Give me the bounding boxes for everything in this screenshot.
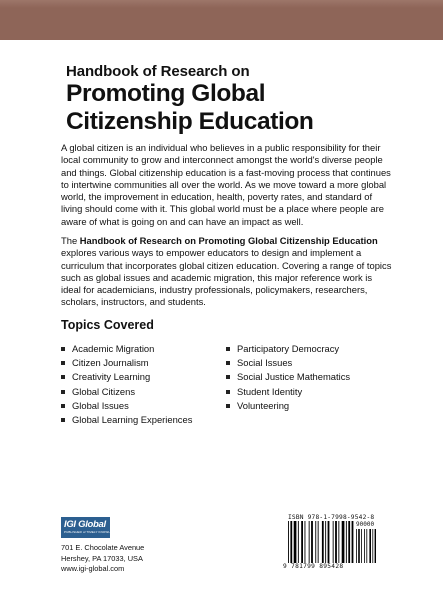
description-lead: The	[61, 235, 80, 246]
barcode-addon-bar	[369, 529, 371, 563]
book-title	[66, 80, 314, 136]
barcode-bar	[338, 521, 339, 563]
barcode-bar	[309, 521, 310, 563]
isbn-label: ISBN 978-1-7998-9542-8	[288, 514, 375, 521]
topic-label: Academic Migration	[72, 343, 155, 354]
description-book-title: Handbook of Research on Promoting Global Citizenship Education	[79, 235, 378, 246]
topics-heading: Topics Covered	[61, 318, 154, 332]
publisher-address	[61, 543, 144, 575]
book-title-line2: Citizenship Education	[66, 108, 314, 135]
bullet-icon	[61, 418, 65, 422]
publisher-logo	[61, 517, 119, 538]
bullet-icon	[226, 390, 230, 394]
topic-item	[61, 356, 192, 370]
price-addon-code: 90000	[356, 521, 375, 528]
publisher-logo-tagline: PUBLISHER of TIMELY KNOWLEDGE	[64, 530, 119, 534]
topic-item	[226, 370, 350, 384]
topic-label: Social Issues	[237, 357, 293, 369]
bullet-icon	[61, 404, 65, 408]
bullet-icon	[226, 375, 230, 379]
isbn-barcode	[288, 521, 376, 563]
bullet-icon	[226, 347, 230, 351]
barcode-bar	[294, 521, 297, 563]
barcode-bar	[346, 521, 347, 563]
bullet-icon	[226, 361, 230, 365]
barcode-addon-bar	[366, 529, 367, 563]
bullet-icon	[61, 375, 65, 379]
barcode-bar	[328, 521, 330, 563]
publisher-logo-text: IGI Global	[64, 519, 106, 530]
topics-list-right	[226, 342, 350, 413]
bullet-icon	[61, 347, 65, 351]
topic-label: Citizen Journalism	[72, 357, 149, 369]
topic-item	[61, 399, 192, 413]
book-title-line1: Promoting Global	[66, 80, 266, 107]
topic-label: Global Issues	[72, 399, 129, 411]
top-color-band	[0, 0, 443, 40]
intro-paragraph: A global citizen is an individual who believes in a public responsibility for their local community to grow and interconnect amongst the world's diverse people and things. Global citizenship education is a fast-moving process that continues to intertwine communities all over the world. As we move toward a more global world, the improvement in education, health, poverty rates, and standard of living should come with it. This global world must be a place where people are aware of what is going on and can have an impact as well.	[61, 142, 391, 227]
barcode-bar	[315, 521, 316, 563]
address-city: Hershey, PA 17033, USA	[61, 553, 143, 563]
barcode-bar	[288, 521, 289, 563]
topic-item	[61, 385, 192, 399]
barcode-bar	[290, 521, 292, 563]
barcode-addon-bar	[358, 529, 360, 563]
barcode-addon-bar	[372, 529, 373, 563]
bullet-icon	[61, 361, 65, 365]
series-title: Handbook of Research on	[66, 63, 250, 80]
topic-item	[226, 356, 350, 370]
barcode-bar	[311, 521, 313, 563]
topic-label: Social Justice Mathematics	[237, 371, 351, 383]
topic-label: Creativity Learning	[72, 371, 151, 383]
barcode-digits: 9 781799 895428	[283, 563, 344, 570]
barcode-bar	[348, 521, 350, 563]
topic-label: Participatory Democracy	[237, 343, 340, 354]
band-highlight	[0, 0, 443, 8]
barcode-addon-bar	[364, 529, 365, 563]
bullet-icon	[61, 390, 65, 394]
topic-item	[61, 413, 192, 427]
barcode-bar	[352, 521, 354, 563]
bullet-icon	[226, 404, 230, 408]
topic-item	[226, 342, 350, 356]
barcode-bar	[333, 521, 334, 563]
description-body: explores various ways to empower educators to design and implement a curriculum that incorporates global citizen education. Covering a range of topics such as global issues and academic migration, this major reference work is ideal for academicians, industry professionals, policymakers, researchers, scholars, instructors, and students.	[61, 247, 392, 308]
barcode-bar	[322, 521, 324, 563]
topic-item	[226, 399, 350, 413]
barcode-addon-bar	[356, 529, 357, 563]
barcode-bar	[335, 521, 337, 563]
publisher-website: www.igi-global.com	[61, 564, 125, 574]
address-street: 701 E. Chocolate Avenue	[61, 543, 145, 552]
topic-label: Global Citizens	[72, 385, 136, 397]
barcode-bar	[325, 521, 326, 563]
topic-item	[226, 385, 350, 399]
topic-item	[61, 342, 192, 356]
topic-label: Global Learning Experiences	[72, 414, 193, 426]
description-paragraph	[61, 235, 393, 309]
barcode-addon-bar	[375, 529, 376, 563]
barcode-addon-bar	[361, 529, 362, 563]
barcode-bar	[305, 521, 306, 563]
topic-label: Volunteering	[237, 399, 290, 411]
topics-list-left	[61, 342, 192, 427]
barcode-bar	[298, 521, 299, 563]
barcode-bar	[318, 521, 319, 563]
topic-label: Student Identity	[237, 385, 303, 397]
barcode-bar	[301, 521, 303, 563]
barcode-bar	[342, 521, 345, 563]
topic-item	[61, 370, 192, 384]
